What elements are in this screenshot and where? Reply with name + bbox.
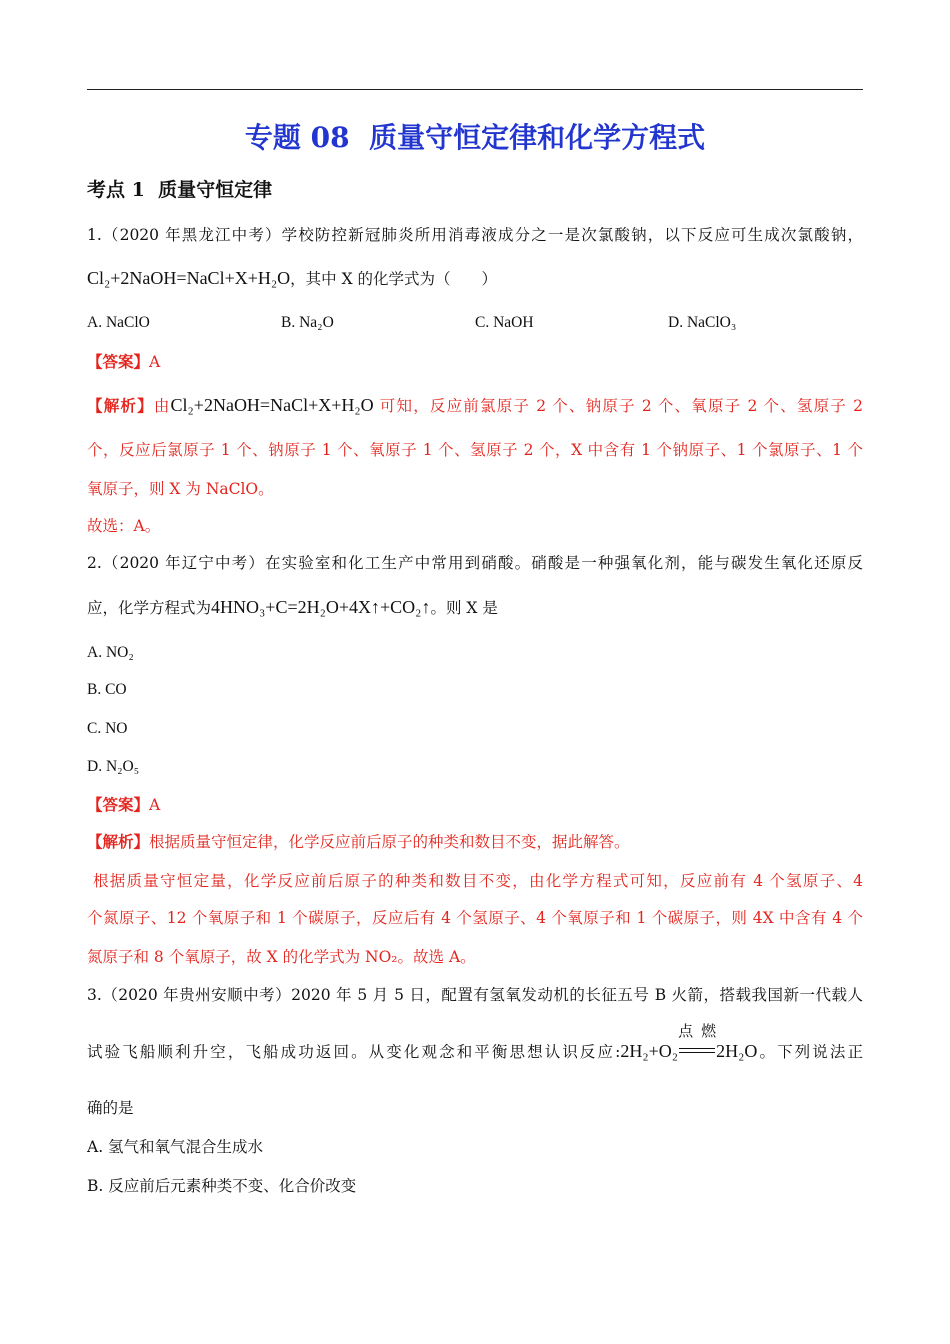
q2-option-c-text: C. NO xyxy=(87,720,128,737)
q2-answer-value: A xyxy=(149,796,161,814)
page-title: 专题 08 质量守恒定律和化学方程式 xyxy=(244,121,706,154)
q1-analysis-prefix: 由 xyxy=(153,397,171,415)
q1-answer xyxy=(87,352,863,372)
reaction-condition xyxy=(678,1022,717,1060)
q2-stem-line2 xyxy=(87,594,863,620)
q1-analysis-line1 xyxy=(87,392,863,418)
q1-equation: Cl₂+2NaOH=NaCl+X+H₂O xyxy=(87,268,291,288)
q1-analysis-line1-tail: 可知，反应前氯原子 2 个、钠原子 2 个、氧原子 2 个、氢原子 2 xyxy=(373,397,863,415)
q1-conclusion: 故选：A。 xyxy=(87,517,161,535)
q2-option-d-text: D. N₂O₅ xyxy=(87,758,140,775)
q1-option-a: A. NaClO xyxy=(87,314,150,331)
q2-option-b-text: B. CO xyxy=(87,681,127,698)
q1-options xyxy=(87,313,863,333)
q2-option-c xyxy=(87,719,863,739)
q1-analysis-line3: 氧原子，则 X 为 NaClO。 xyxy=(87,480,274,498)
section-heading: 考点 1 质量守恒定律 xyxy=(87,179,273,201)
q2-stem-line2-tail: 。则 X 是 xyxy=(430,599,498,617)
q1-option-b: B. Na₂O xyxy=(281,314,334,331)
q2-analysis-line1-text: 根据质量守恒定律，化学反应前后原子的种类和数目不变，据此解答。 xyxy=(149,833,630,851)
q2-analysis-line4: 氮原子和 8 个氧原子，故 X 的化学式为 NO₂。故选 A。 xyxy=(87,948,476,966)
q2-stem-line2-prefix: 应，化学方程式为 xyxy=(87,599,212,617)
q2-option-a xyxy=(87,643,863,663)
q3-stem-line2-tail: 。下列说法正 xyxy=(757,1043,863,1061)
q2-stem-line1: 2.（2020 年辽宁中考）在实验室和化工生产中常用到硝酸。硝酸是一种强氧化剂，能与碳发生氧化还原反 xyxy=(87,554,863,572)
q3-stem-line2 xyxy=(87,1022,863,1068)
q2-equation: 4HNO₃+C=2H₂O+4X↑+CO₂↑ xyxy=(211,597,431,617)
reaction-condition-text: 点燃 xyxy=(678,1022,717,1040)
q1-analysis-label: 【解析】 xyxy=(87,396,154,415)
q1-stem-line2-tail: ，其中 X 的化学式为（ ） xyxy=(290,270,498,288)
q1-option-c: C. NaOH xyxy=(475,314,534,331)
q2-option-a-text: A. NO₂ xyxy=(87,644,134,661)
q3-stem-line1: 3.（2020 年贵州安顺中考）2020 年 5 月 5 日，配置有氢氧发动机的长征五号 B 火箭，搭载我国新一代载人 xyxy=(87,986,863,1004)
q2-analysis-line2: 根据质量守恒定量，化学反应前后原子的种类和数目不变，由化学方程式可知，反应前有 4 个氢原子、4 xyxy=(93,872,863,890)
q2-answer-label: 【答案】 xyxy=(87,795,150,814)
q2-answer xyxy=(87,795,863,815)
equals-double-line xyxy=(679,1048,715,1053)
q3-stem-line2-prefix: 试验飞船顺利升空，飞船成功返回。从变化观念和平衡思想认识反应: xyxy=(87,1043,621,1061)
q3-products: 2H₂O xyxy=(716,1041,758,1061)
q2-option-b xyxy=(87,680,863,700)
q3-stem-line3: 确的是 xyxy=(87,1099,134,1117)
q2-analysis-line1 xyxy=(87,832,863,852)
q1-analysis-line2: 个，反应后氯原子 1 个、钠原子 1 个、氧原子 1 个、氢原子 2 个，X 中含有 1 个钠原子、1 个氯原子、1 个 xyxy=(87,441,863,459)
q1-stem-line2 xyxy=(87,265,863,291)
q1-analysis-equation: Cl₂+2NaOH=NaCl+X+H₂O xyxy=(170,395,374,415)
q3-option-b: B. 反应前后元素种类不变、化合价改变 xyxy=(87,1177,357,1195)
q2-option-d xyxy=(87,757,863,777)
q3-reactants: 2H₂+O₂ xyxy=(620,1041,679,1061)
q2-analysis-line3: 个氮原子、12 个氧原子和 1 个碳原子，反应后有 4 个氢原子、4 个氧原子和 1 个碳原子，则 4X 中含有 4 个 xyxy=(87,909,863,927)
q1-option-d: D. NaClO₃ xyxy=(668,314,737,331)
header-rule xyxy=(87,89,863,90)
q3-option-a: A. 氢气和氧气混合生成水 xyxy=(87,1138,264,1156)
q1-stem-line1: 1.（2020 年黑龙江中考）学校防控新冠肺炎所用消毒液成分之一是次氯酸钠，以下反应可生成次氯酸钠， xyxy=(87,226,863,244)
q2-analysis-label: 【解析】 xyxy=(87,832,150,851)
q1-answer-value: A xyxy=(149,353,161,371)
q1-answer-label: 【答案】 xyxy=(87,352,150,371)
